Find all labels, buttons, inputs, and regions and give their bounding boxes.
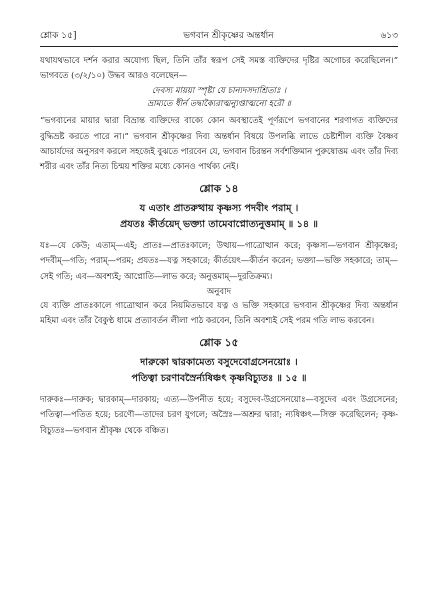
sloka-15-line-1: দারুকো দ্বারকামেত্য বসুদেবোগ্রসেনয়োঃ । xyxy=(140,357,298,369)
purport-paragraph-1: যথাযথভাবে দর্শন করার অযোগ্য ছিল, তিনি তাঁর স্বরূপ সেই সমস্ত ব্যক্তিদের দৃষ্টির অগোচর করেছিলেন।” ভাগবতে (৩/২/১০) উদ্ধব আরও বলেছেন— xyxy=(40,55,398,81)
header-chapter-title: ভগবান শ্রীকৃষ্ণের অন্তর্ধান xyxy=(183,31,274,41)
quoted-verse-line-1: দেবস্য মায়য়া স্পৃষ্টা যে চান্যদসদাশ্রিতাঃ । xyxy=(151,85,287,96)
sloka-15-verse xyxy=(40,355,398,387)
bottom-spacer xyxy=(40,438,398,442)
header-verse-ref: শ্লোক ১৫] xyxy=(40,31,77,41)
book-page xyxy=(40,28,398,442)
header-page-number: ৬১৩ xyxy=(380,31,398,41)
purport-paragraph-2: “ভগবানের মায়ার দ্বারা বিভ্রান্ত ব্যক্তিদের বাক্যে কোন অবস্থাতেই পূর্ণরূপে ভগবানের শরণাগত ব্যক্তিদের বুদ্ধিভ্রষ্ট করতে পারে না।” ভগবান শ্রীকৃষ্ণের দিব্য অন্তর্ধান বিষয়ে উপলব্ধি লাভে চেষ্টাশীল ব্যক্তি বৈষ্ণব আচার্যদের অনুসরণ করলে সহজেই বুঝতে পারবেন যে, ভগবান চিরন্তন সর্বশক্তিমান পুরুষোত্তম এবং তাঁর দিব্য শরীর এবং তাঁর নিত্য চিন্ময় শক্তির মধ্যে কোনও পার্থক্য নেই। xyxy=(40,115,398,172)
sloka-14-line-2: প্রযতঃ কীর্তয়েদ্ ভক্ত্যা তামেবাপ্নোত্যনুত্তমাম্ ॥ ১৪ ॥ xyxy=(120,219,318,231)
translation-heading: অনুবাদ xyxy=(206,286,232,297)
sloka-15-heading: শ্লোক ১৫ xyxy=(199,337,239,350)
sloka-14-line-1: য এতাং প্রাতরুত্থায় কৃষ্ণস্য পদবীং পরাম্ । xyxy=(139,203,299,215)
quoted-verse xyxy=(40,84,398,110)
quoted-verse-line-2: ভ্রাম্যতে ধীর্ন তদ্বাক্যৈরাত্মন্যুপ্তাত্মনো হরৌ ॥ xyxy=(147,98,291,109)
sloka-15-line-2: পতিত্বা চরণাবস্রৈর্ন্যষিঞ্চৎ কৃষ্ণবিচ্যুতঃ ॥ ১৫ ॥ xyxy=(131,373,307,385)
sloka-14-heading: শ্লোক ১৪ xyxy=(199,183,239,196)
sloka-14-verse xyxy=(40,201,398,233)
sloka-15-word-meanings: দারুকঃ—দারুক; দ্বারকাম্—দারকায়; এত্য—উপনীত হয়ে; বসুদেব-উগ্রসেনয়োঃ—বসুদেব এবং উগ্রসেনের; পতিত্বা—পতিত হয়ে; চরণৌ—তাদের চরণ যুগলে; অস্রৈঃ—অশ্রুর দ্বারা; ন্যষিঞ্চৎ—সিক্ত করেছিলেন; কৃষ্ণ-বিচ্যুতঃ—ভগবান শ্রীকৃষ্ণ থেকে বঞ্চিত। xyxy=(40,394,398,435)
page-header xyxy=(40,28,398,47)
sloka-14-word-meanings: যঃ—যে কেউ; এতাম্—এই; প্রাতঃ—প্রাতঃকালে; উত্থায়—গাত্রোত্থান করে; কৃষ্ণস্য—ভগবান শ্রীকৃষ্ণের; পদবীম্—গতি; পরাম্—পরম; প্রযতঃ—যত্ন সহকারে; কীর্তয়েৎ—কীর্তন করেন; ভক্ত্যা—ভক্তি সহকারে; তাম্—সেই গতি; এব—অবশ্যই; আপ্নোতি—লাভ করে; অনুত্তমাম্—দুরতিক্রম্য। xyxy=(40,240,398,281)
sloka-14-translation: যে ব্যক্তি প্রাতঃকালে গাত্রোত্থান করে নিয়মিতভাবে যত্ন ও ভক্তি সহকারে ভগবান শ্রীকৃষ্ণের দিব্য অন্তর্ধান মহিমা এবং তাঁর বৈকুণ্ঠ ধামে প্রত্যাবর্তন লীলা পাঠ করবেন, তিনি অবশ্যই সেই পরম গতি লাভ করবেন। xyxy=(40,299,398,326)
